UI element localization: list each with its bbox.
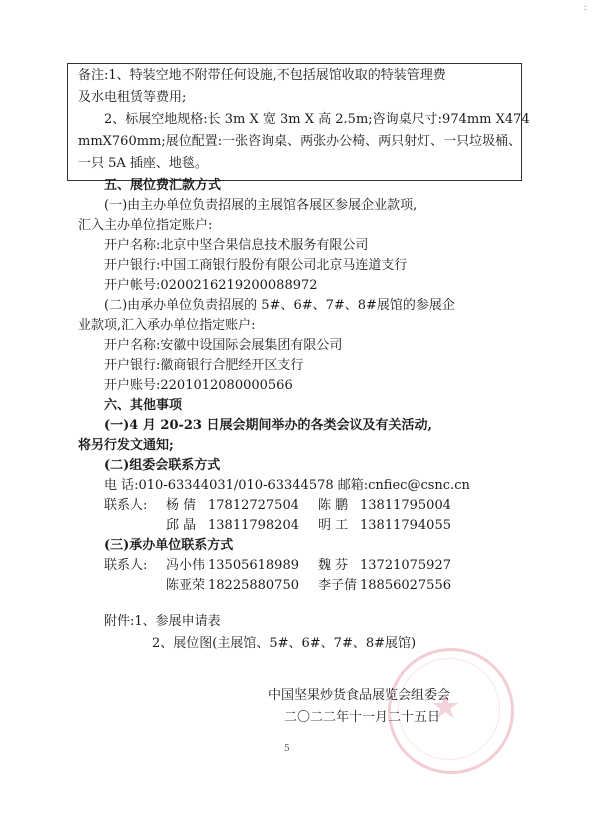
note-line-3: 2、标展空地规格:长 3m X 宽 3m X 高 2.5m;咨询桌尺寸:974mm X474 (104, 112, 530, 127)
organizer-phone-email: 电 话:010-63344031/010-63344578 邮箱:cnfiec@csnc.cn (104, 478, 470, 493)
section5-p2b: 业款项,汇入承办单位指定账户: (78, 318, 256, 333)
section6-heading: 六、其他事项 (104, 398, 183, 413)
contact-label: 联系人: (104, 498, 148, 513)
contact-name: 冯小伟 (166, 558, 206, 573)
signature-date: 二〇二二年十一月二十五日 (284, 710, 441, 725)
account1-name: 开户名称:北京中坚合果信息技术服务有限公司 (104, 238, 369, 253)
contact-name: 李子倩 (318, 578, 358, 593)
contact-phone: 17812727504 (208, 498, 299, 513)
section6-p1a: (一)4 月 20-23 日展会期间举办的各类会议及有关活动, (104, 418, 433, 433)
note-line-4: mmX760mm;展位配置:一张咨询桌、两张办公椅、两只射灯、一只垃圾桶、 (78, 134, 522, 149)
section6-p1b: 将另行发文通知; (78, 438, 174, 453)
account2-name: 开户名称:安徽中设国际会展集团有限公司 (104, 338, 343, 353)
undertaker-contact-heading: (三)承办单位联系方式 (104, 538, 234, 553)
contact-phone: 18856027556 (360, 578, 451, 593)
section5-p1b: 汇入主办单位指定账户: (78, 218, 213, 233)
star-icon: ★ (430, 687, 461, 727)
contact-name: 陈 鹏 (318, 498, 349, 513)
contact-phone: 13811795004 (360, 498, 451, 513)
account1-bank: 开户银行:中国工商银行股份有限公司北京马连道支行 (104, 258, 408, 273)
contact-name: 杨 倩 (166, 498, 197, 513)
contact-name: 魏 芬 (318, 558, 349, 573)
section5-p1a: (一)由主办单位负责招展的主展馆各展区参展企业款项, (104, 198, 418, 213)
attachment-line-1: 附件:1、参展申请表 (104, 614, 221, 629)
contact-name: 邱 晶 (166, 518, 197, 533)
organizer-contact-heading: (二)组委会联系方式 (104, 458, 221, 473)
contact-phone: 18225880750 (208, 578, 299, 593)
attachment-line-2: 2、展位图(主展馆、5#、6#、7#、8#展馆) (152, 636, 417, 651)
account1-number: 开户帐号:0200216219200088972 (104, 278, 318, 293)
contact-name: 明 工 (318, 518, 349, 533)
contact-phone: 13811798204 (208, 518, 299, 533)
contact-label: 联系人: (104, 558, 148, 573)
note-line-1: 备注:1、特装空地不附带任何设施,不包括展馆收取的特装管理费 (78, 68, 446, 83)
contact-phone: 13811794055 (360, 518, 451, 533)
corner-mark: : (583, 2, 587, 13)
account2-number: 开户账号:2201012080000566 (104, 378, 293, 393)
note-line-2: 及水电租赁等费用; (78, 90, 187, 105)
signature-org: 中国坚果炒货食品展览会组委会 (268, 688, 451, 703)
section5-p2a: (二)由承办单位负责招展的 5#、6#、7#、8#展馆的参展企 (104, 298, 455, 313)
section5-heading: 五、展位费汇款方式 (104, 178, 222, 193)
account2-bank: 开户银行:徽商银行合肥经开区支行 (104, 358, 304, 373)
contact-name: 陈亚荣 (166, 578, 206, 593)
contact-phone: 13505618989 (208, 558, 299, 573)
page-number: 5 (284, 744, 290, 754)
contact-phone: 13721075927 (360, 558, 451, 573)
note-line-5: 一只 5A 插座、地毯。 (78, 156, 208, 171)
